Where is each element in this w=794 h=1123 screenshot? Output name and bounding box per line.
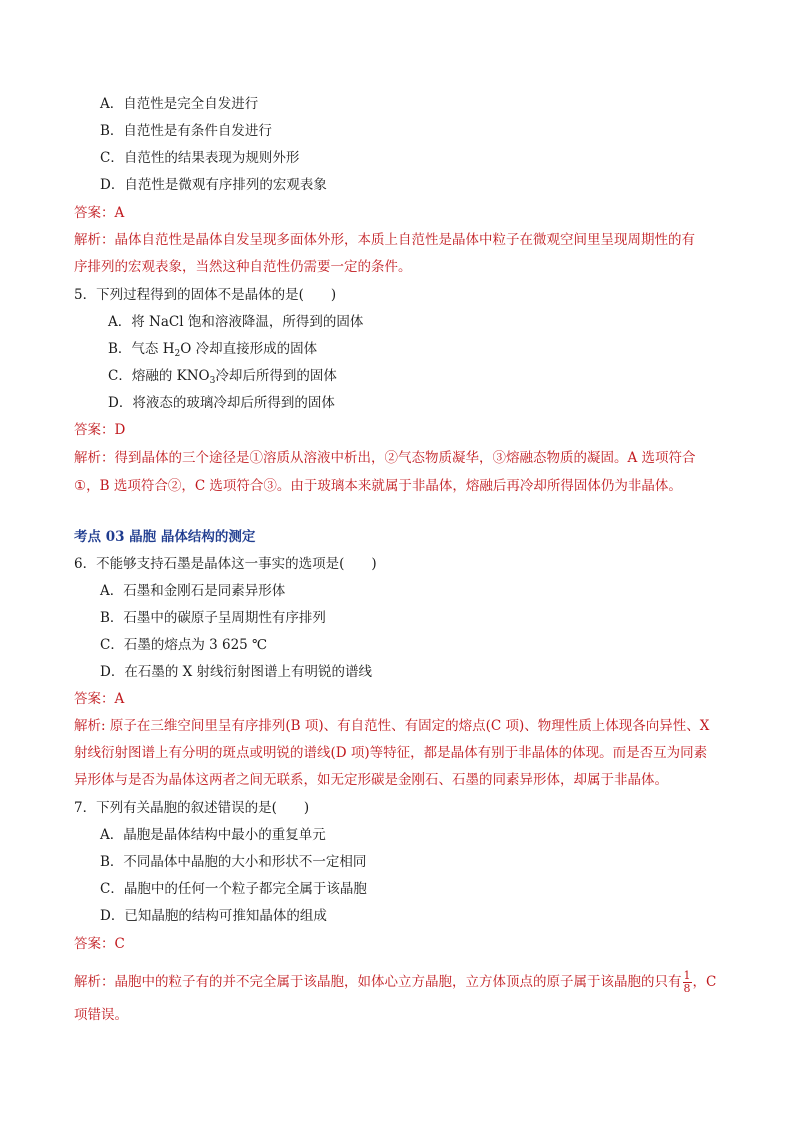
q4-option-a: A．自范性是完全自发进行 xyxy=(100,96,259,112)
q5-option-b xyxy=(108,340,317,363)
answer-label: 答案： xyxy=(74,205,115,221)
q7-option-c: C．晶胞中的任何一个粒子都完全属于该晶胞 xyxy=(100,881,367,897)
answer-label: 答案： xyxy=(74,422,115,438)
q6-stem: 6．不能够支持石墨是晶体这一事实的选项是( ) xyxy=(74,556,377,572)
q5-analysis-line-1 xyxy=(74,449,696,467)
q6-option-c: C．石墨的熔点为 3 625 ℃ xyxy=(100,637,268,653)
q7-analysis-line-2: 项错误。 xyxy=(74,1007,128,1023)
analysis-text: 晶胞中的粒子有的并不完全属于该晶胞，如体心立方晶胞，立方体顶点的原子属于该晶胞的只有 xyxy=(114,974,682,990)
answer-label: 答案： xyxy=(74,936,115,952)
q6-option-b: B．石墨中的碳原子呈周期性有序排列 xyxy=(100,610,326,626)
analysis-label: 解析： xyxy=(74,232,115,248)
q5-option-c xyxy=(108,367,337,390)
q5-option-d: D．将液态的玻璃冷却后所得到的固体 xyxy=(108,395,335,411)
q6-analysis-line-3: 异形体与是否为晶体这两者之间无联系，如无定形碳是金刚石、石墨的同素异形体，却属于非晶体。 xyxy=(74,772,668,788)
answer-value: C xyxy=(114,936,125,952)
fraction-numerator: 1 xyxy=(683,969,691,982)
answer-value: A xyxy=(114,691,125,707)
q6-option-a: A．石墨和金刚石是同素异形体 xyxy=(100,583,286,599)
analysis-text: ，C xyxy=(692,974,717,990)
option-text: B．气态 H xyxy=(108,341,175,357)
q5-analysis-line-2: ①，B 选项符合②，C 选项符合③。由于玻璃本来就属于非晶体，熔融后再冷却所得固体仍为非晶体。 xyxy=(74,478,682,494)
q7-option-b: B．不同晶体中晶胞的大小和形状不一定相同 xyxy=(100,854,367,870)
analysis-text: 晶体自范性是晶体自发呈现多面体外形，本质上自范性是晶体中粒子在微观空间里呈现周期性的有 xyxy=(114,232,695,248)
q5-option-a: A．将 NaCl 饱和溶液降温，所得到的固体 xyxy=(108,314,364,330)
q6-analysis-line-1 xyxy=(74,717,709,735)
q4-option-c: C．自范性的结果表现为规则外形 xyxy=(100,150,300,166)
option-text: O 冷却直接形成的固体 xyxy=(180,341,318,357)
section-title: 考点 03 晶胞 晶体结构的测定 xyxy=(74,529,256,545)
subscript: 3 xyxy=(209,376,216,386)
option-text: C．熔融的 KNO xyxy=(108,368,210,384)
option-text: 冷却后所得到的固体 xyxy=(215,368,337,384)
q5-answer xyxy=(74,421,125,439)
analysis-label: 解析: xyxy=(74,718,110,734)
q4-option-b: B．自范性是有条件自发进行 xyxy=(100,123,272,139)
q7-analysis-line-1 xyxy=(74,970,716,995)
fraction-denominator: 8 xyxy=(683,982,691,995)
q4-analysis-line-1 xyxy=(74,231,695,249)
q7-answer xyxy=(74,935,125,953)
answer-label: 答案： xyxy=(74,691,115,707)
analysis-label: 解析： xyxy=(74,974,115,990)
q7-stem: 7．下列有关晶胞的叙述错误的是( ) xyxy=(74,800,310,816)
subscript: 2 xyxy=(174,349,181,359)
analysis-label: 解析： xyxy=(74,450,115,466)
q4-analysis-line-2: 序排列的宏观表象，当然这种自范性仍需要一定的条件。 xyxy=(74,259,412,275)
analysis-text: 原子在三维空间里呈有序排列(B 项)、有自范性、有固定的熔点(C 项)、物理性质上体现各向异性、X xyxy=(109,718,710,734)
analysis-text: 得到晶体的三个途径是①溶质从溶液中析出，②气态物质凝华，③熔融态物质的凝固。A 选项符合 xyxy=(114,450,696,466)
q5-stem: 5．下列过程得到的固体不是晶体的是( ) xyxy=(74,287,337,303)
q6-analysis-line-2: 射线衍射图谱上有分明的斑点或明锐的谱线(D 项)等特征，都是晶体有别于非晶体的体现。而是否互为同素 xyxy=(74,745,708,761)
q4-option-d: D．自范性是微观有序排列的宏观表象 xyxy=(100,177,327,193)
q6-option-d: D．在石墨的 X 射线衍射图谱上有明锐的谱线 xyxy=(100,664,373,680)
answer-value: A xyxy=(114,205,125,221)
answer-value: D xyxy=(114,422,126,438)
q7-option-d: D．已知晶胞的结构可推知晶体的组成 xyxy=(100,908,327,924)
q7-option-a: A．晶胞是晶体结构中最小的重复单元 xyxy=(100,827,326,843)
q6-answer xyxy=(74,690,124,708)
fraction-one-eighth xyxy=(683,970,692,995)
q4-answer xyxy=(74,204,124,222)
